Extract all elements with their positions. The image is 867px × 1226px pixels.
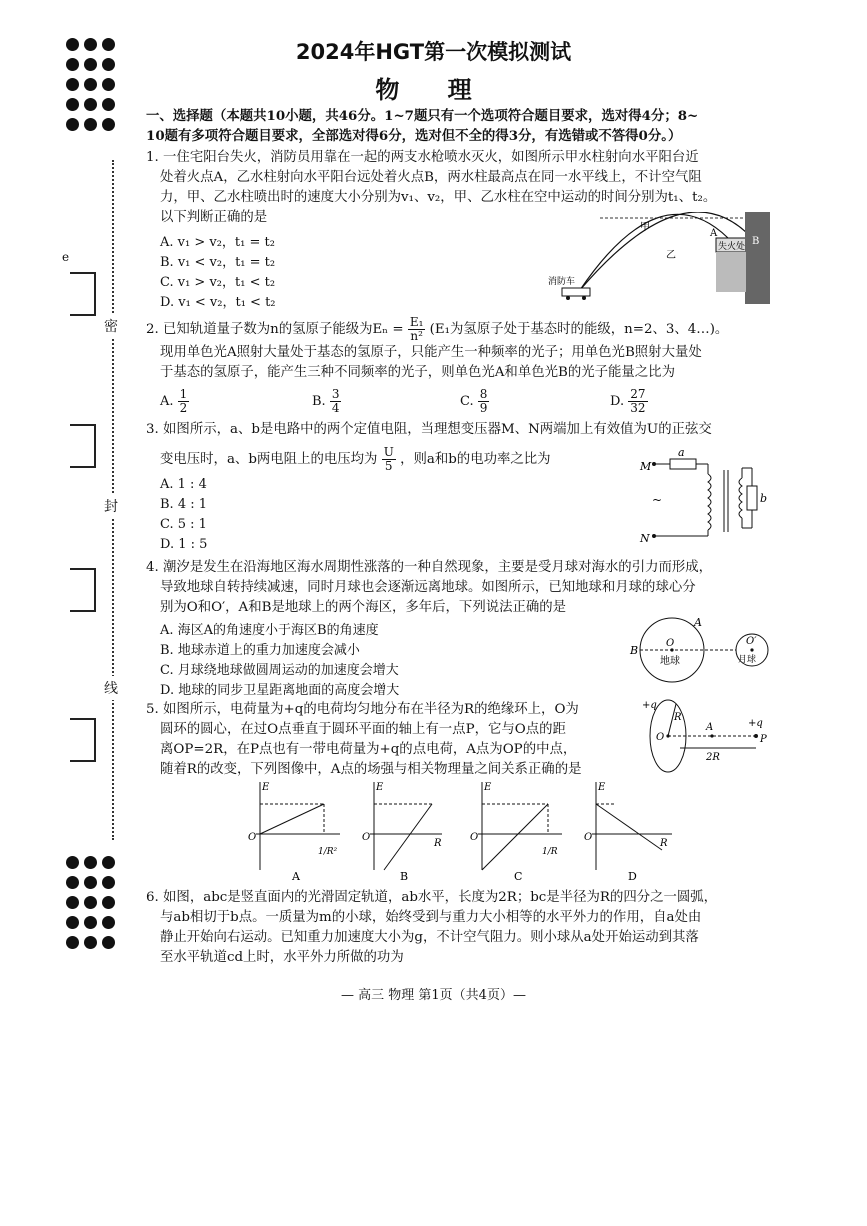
q3-label-m: M bbox=[640, 460, 652, 473]
q5-graph-b-label: B bbox=[400, 870, 409, 882]
q5-graph-d-origin: O bbox=[584, 832, 593, 843]
section1-line1: 一、选择题（本题共10小题，共46分。1~7题只有一个选项符合题目要求，选对得4分；8~ bbox=[146, 108, 699, 124]
q1-line2: 处着火点A，乙水柱射向水平阳台远处着火点B，两水柱最高点在同一水平线上，不计空气阻 bbox=[160, 170, 702, 185]
q5-graph-c-origin: O bbox=[470, 832, 479, 843]
q6-line2: 与ab相切于b点。一质量为m的小球，始终受到与重力大小相等的水平外力的作用，自a处由 bbox=[160, 910, 702, 925]
q2-option-c bbox=[460, 388, 489, 415]
q6-line3: 静止开始向右运动。已知重力加速度大小为g，不计空气阻力。则小球从a处开始运动到其落 bbox=[160, 930, 699, 945]
q2-option-c-num: 8 bbox=[479, 387, 488, 401]
q3-option-d: D. 1 : 5 bbox=[160, 537, 208, 552]
q3-frac-num: U bbox=[383, 445, 394, 459]
q3-line2-b: ，则a和b的电功率之比为 bbox=[400, 452, 551, 467]
q5-graph-a-origin: O bbox=[248, 832, 257, 843]
margin-stray-mark: e bbox=[62, 250, 70, 264]
q5-graph-b-origin: O bbox=[362, 832, 371, 843]
q2-frac-den: n² bbox=[410, 329, 423, 343]
q5-graph-c bbox=[470, 782, 562, 882]
q5-graph-b bbox=[362, 782, 442, 882]
q5-graph-b-ylabel: E bbox=[376, 782, 384, 793]
q4-option-a: A. 海区A的角速度小于海区B的角速度 bbox=[160, 623, 379, 638]
q2-frac-num: E₁ bbox=[409, 315, 424, 329]
q1-figure bbox=[540, 212, 770, 304]
q4-line3: 别为O和O′，A和B是地球上的两个海区，多年后，下列说法正确的是 bbox=[160, 600, 567, 615]
q2-line1-a: 2. 已知轨道量子数为n的氢原子能级为Eₙ = bbox=[146, 322, 404, 337]
q2-option-c-label: C. bbox=[460, 394, 474, 409]
q5-graph-c-ylabel: E bbox=[484, 782, 492, 793]
margin-box-3 bbox=[70, 568, 96, 612]
q5-label-ring-charge: +q bbox=[642, 700, 657, 711]
q4-label-moon: 月球 bbox=[738, 655, 757, 665]
q3-voltage-fraction bbox=[382, 446, 396, 473]
q3-frac-den: 5 bbox=[384, 459, 393, 473]
q3-option-a: A. 1 : 4 bbox=[160, 477, 207, 492]
q2-option-a-label: A. bbox=[160, 394, 174, 409]
q5-graph-c-xlabel: 1/R bbox=[542, 847, 558, 857]
margin-box-1 bbox=[70, 272, 96, 316]
q1-label-b: B bbox=[752, 236, 760, 247]
q4-label-o-prime: O′ bbox=[746, 636, 757, 647]
q3-label-a: a bbox=[678, 448, 685, 459]
q4-label-b: B bbox=[630, 644, 639, 657]
q5-graph-c-label: C bbox=[514, 870, 523, 882]
q2-line1 bbox=[146, 316, 728, 343]
q5-graph-b-xlabel: R bbox=[434, 838, 442, 849]
q2-option-b-num: 3 bbox=[331, 387, 340, 401]
q4-label-o: O bbox=[666, 638, 675, 649]
q3-label-ac: ~ bbox=[652, 493, 663, 507]
q5-label-a: A bbox=[706, 722, 714, 733]
q5-graph-a-ylabel: E bbox=[262, 782, 270, 793]
q3-label-b: b bbox=[760, 492, 768, 505]
q5-graph-a-label: A bbox=[292, 870, 300, 882]
seal-char-mi: 密 bbox=[104, 314, 118, 338]
q1-line3: 力，甲、乙水柱喷出时的速度大小分别为v₁、v₂，甲、乙水柱在空中运动的时间分别为t₁、t₂。 bbox=[160, 190, 717, 205]
q5-label-o: O bbox=[656, 732, 665, 743]
q5-graph-d bbox=[584, 782, 672, 882]
q3-line2 bbox=[160, 446, 551, 473]
subject-title: 物 理 bbox=[375, 75, 492, 104]
q5-graph-a-xlabel: 1/R² bbox=[318, 847, 338, 857]
q5-label-p: P bbox=[760, 734, 767, 745]
q6-line4: 至水平轨道cd上时，水平外力所做的功为 bbox=[160, 950, 404, 965]
margin-box-4 bbox=[70, 718, 96, 762]
q2-option-a-num: 1 bbox=[179, 387, 188, 401]
q2-energy-fraction bbox=[408, 316, 426, 343]
exam-title: 2024年HGT第一次模拟测试 bbox=[295, 40, 572, 64]
q2-option-a bbox=[160, 388, 189, 415]
q3-line1: 3. 如图所示，a、b是电路中的两个定值电阻，当理想变压器M、N两端加上有效值为U的正弦交 bbox=[146, 422, 712, 437]
q5-label-point-charge: +q bbox=[748, 718, 763, 729]
q1-option-b: B. v₁ < v₂，t₁ = t₂ bbox=[160, 255, 276, 270]
q5-graph-a bbox=[248, 782, 340, 882]
q5-line3: 离OP=2R，在P点也有一带电荷量为+q的点电荷，A点为OP的中点， bbox=[160, 742, 577, 757]
q2-option-d-num: 27 bbox=[630, 387, 646, 401]
q4-line1: 4. 潮汐是发生在沿海地区海水周期性涨落的一种自然现象，主要是受月球对海水的引力而形成， bbox=[146, 560, 713, 575]
q2-option-b bbox=[312, 388, 341, 415]
q1-label-a: A bbox=[710, 228, 718, 239]
q4-line2: 导致地球自转持续减速，同时月球也会逐渐远离地球。如图所示，已知地球和月球的球心分 bbox=[160, 580, 696, 595]
q1-label-truck: 消防车 bbox=[548, 277, 576, 287]
q3-option-b: B. 4 : 1 bbox=[160, 497, 208, 512]
q3-circuit-figure bbox=[636, 448, 782, 546]
q5-line1: 5. 如图所示，电荷量为+q的电荷均匀地分布在半径为R的绝缘环上，O为 bbox=[146, 702, 579, 717]
q2-option-b-den: 4 bbox=[331, 401, 340, 415]
q1-option-c: C. v₁ > v₂，t₁ < t₂ bbox=[160, 275, 276, 290]
q2-line1-b: (E₁为氢原子处于基态时的能级，n=2、3、4…)。 bbox=[429, 322, 729, 337]
q1-label-fire: 失火处 bbox=[718, 242, 746, 252]
q5-graph-d-xlabel: R bbox=[660, 838, 668, 849]
q5-ring-figure bbox=[640, 696, 780, 776]
q5-graph-d-ylabel: E bbox=[598, 782, 606, 793]
q2-option-a-den: 2 bbox=[179, 401, 188, 415]
q2-line2: 现用单色光A照射大量处于基态的氢原子，只能产生一种频率的光子；用单色光B照射大量处 bbox=[160, 345, 702, 360]
q2-option-d-den: 32 bbox=[630, 401, 646, 415]
q1-label-yi: 乙 bbox=[666, 250, 676, 261]
q6-line1: 6. 如图，abc是竖直面内的光滑固定轨道，ab水平，长度为2R；bc是半径为R的四分之一圆弧， bbox=[146, 890, 718, 905]
q2-option-d-label: D. bbox=[610, 394, 625, 409]
q4-option-b: B. 地球赤道上的重力加速度会减小 bbox=[160, 643, 360, 658]
q2-option-c-den: 9 bbox=[479, 401, 488, 415]
page-footer: — 高三 物理 第1页（共4页）— bbox=[341, 988, 526, 1003]
q5-line2: 圆环的圆心，在过O点垂直于圆环平面的轴上有一点P，它与O点的距 bbox=[160, 722, 566, 737]
q1-line4: 以下判断正确的是 bbox=[160, 210, 268, 225]
q1-line1: 1. 一住宅阳台失火，消防员用靠在一起的两支水枪喷水灭火，如图所示甲水柱射向水平阳台近 bbox=[146, 150, 699, 165]
q3-label-n: N bbox=[640, 532, 650, 545]
q5-graph-options bbox=[236, 778, 706, 882]
seal-char-feng: 封 bbox=[104, 494, 118, 518]
q5-graph-d-label: D bbox=[628, 870, 637, 882]
q2-line3: 于基态的氢原子，能产生三种不同频率的光子，则单色光A和单色光B的光子能量之比为 bbox=[160, 365, 675, 380]
q1-label-jia: 甲 bbox=[640, 222, 650, 233]
q4-earth-moon-figure bbox=[628, 612, 778, 688]
q1-jet-jia bbox=[580, 214, 728, 290]
bottom-dot-pattern bbox=[66, 856, 116, 949]
q4-option-c: C. 月球绕地球做圆周运动的加速度会增大 bbox=[160, 663, 399, 678]
q2-option-d bbox=[610, 388, 648, 415]
seal-char-xian: 线 bbox=[104, 676, 118, 700]
q3-option-c: C. 5 : 1 bbox=[160, 517, 207, 532]
q5-label-2r: 2R bbox=[706, 752, 720, 763]
q1-option-d: D. v₁ < v₂，t₁ < t₂ bbox=[160, 295, 276, 310]
section1-line2: 10题有多项符合题目要求，全部选对得6分，选对但不全的得3分，有选错或不答得0分。） bbox=[146, 128, 682, 144]
q4-option-d: D. 地球的同步卫星距离地面的高度会增大 bbox=[160, 683, 400, 698]
q3-line2-a: 变电压时，a、b两电阻上的电压均为 bbox=[160, 452, 378, 467]
q4-label-earth: 地球 bbox=[660, 656, 680, 667]
margin-box-2 bbox=[70, 424, 96, 468]
q1-option-a: A. v₁ > v₂，t₁ = t₂ bbox=[160, 235, 275, 250]
q5-label-r: R bbox=[674, 712, 682, 723]
q5-line4: 随着R的改变，下列图像中，A点的场强与相关物理量之间关系正确的是 bbox=[160, 762, 582, 777]
q4-label-a: A bbox=[694, 616, 702, 629]
q2-option-b-label: B. bbox=[312, 394, 326, 409]
